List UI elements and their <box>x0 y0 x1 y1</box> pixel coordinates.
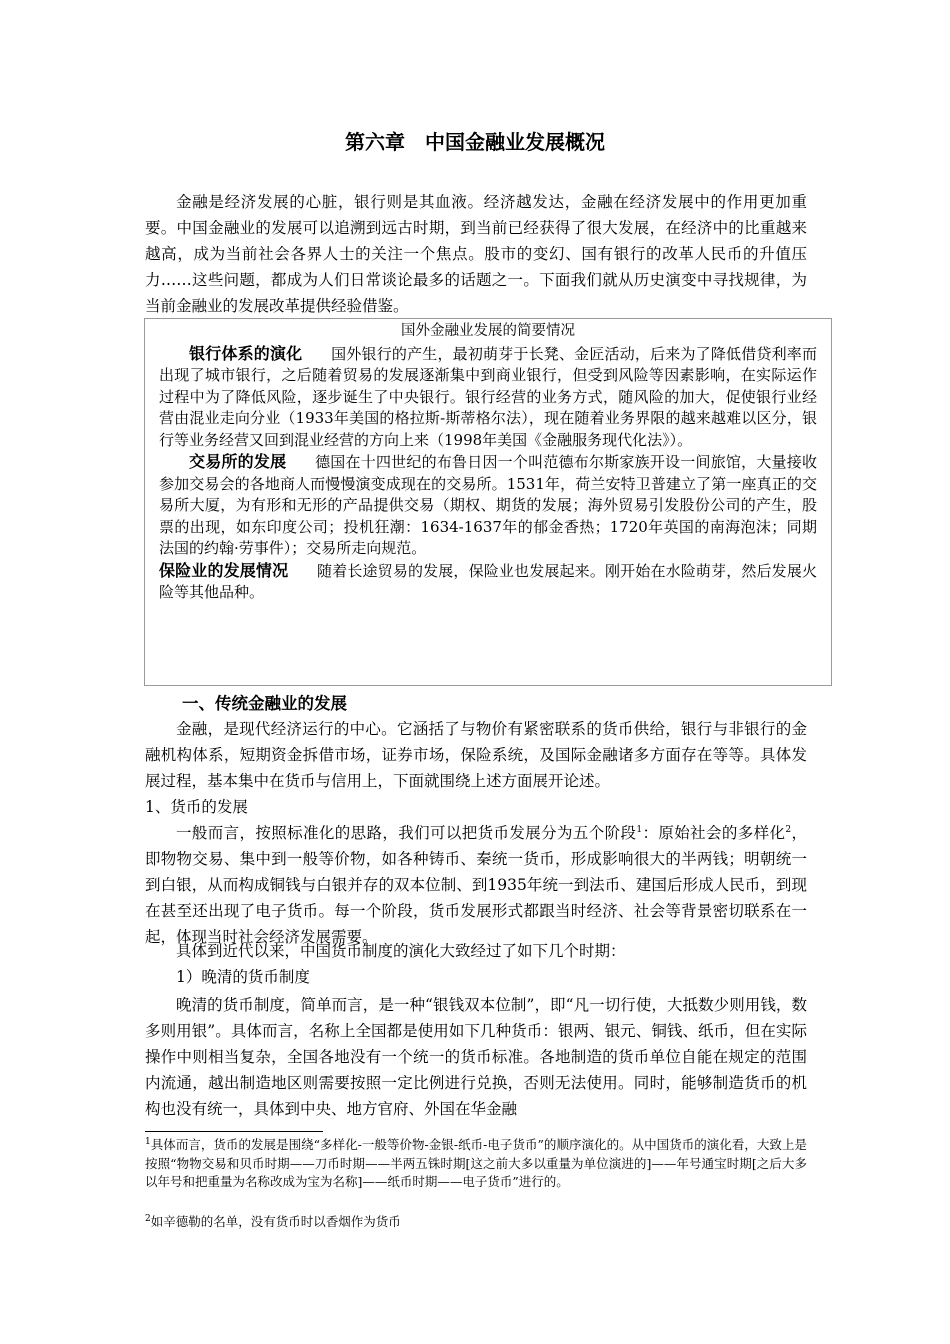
stages-text-1: 一般而言，按照标准化的思路，我们可以把货币发展分为五个阶段 <box>176 824 637 842</box>
box-heading-insurance: 保险业的发展情况 <box>159 560 289 580</box>
box-item-exchange <box>159 451 817 560</box>
footnote-1 <box>145 1136 807 1192</box>
footnote-ref-1: 1 <box>636 824 643 835</box>
footnote-separator <box>145 1131 323 1132</box>
stages-text-3: ，即物物交易、集中到一般等价物，如各种铸币、秦统一货币，形成影响很大的半两钱；明朝统一到白银，从而构成铜钱与白银并存的双本位制、到1935年统一到法币、建国后形成人民币，到现在甚至还出现了电子货币。每一个阶段，货币发展形式都跟当时经济、社会等背景密切联系在一起，体现当时社会经济发展需要。 <box>145 824 807 946</box>
footnote-mark-1: 1 <box>145 1136 151 1147</box>
modern-periods-paragraph: 具体到近代以来，中国货币制度的演化大致经过了如下几个时期： <box>176 942 626 960</box>
subsection-heading: 1、货币的发展 <box>145 798 248 816</box>
footnote-2 <box>145 1213 807 1232</box>
overseas-finance-box <box>144 318 832 686</box>
box-text-banking: 国外银行的产生，最初萌芽于长凳、金匠活动，后来为了降低借贷利率而出现了城市银行，之后随着贸易的发展逐渐集中到商业银行，但受到风险等因素影响，在实际运作过程中为了降低风险，逐步诞生了中央银行。银行经营的业务方式，随风险的加大，促使银行业经营由混业走向分业（1933年美国的格拉斯-斯蒂格尔法），现在随着业务界限的越来越难以区分，银行等业务经营又回到混业经营的方向上来（1998年美国《金融服务现代化法》）。 <box>159 344 817 449</box>
late-qing-paragraph: 晚清的货币制度，简单而言，是一种“银钱双本位制”，即“凡一切行使，大抵数少则用钱，数多则用银”。具体而言，名称上全国都是使用如下几种货币：银两、银元、铜钱、纸币，但在实际操作中则相当复杂，全国各地没有一个统一的货币标准。各地制造的货币单位自能在规定的范围内流通，越出制造地区则需要按照一定比例进行兑换，否则无法使用。同时，能够制造货币的机构也没有统一，具体到中央、地方官府、外国在华金融 <box>145 996 807 1118</box>
footnote-text-1: 具体而言，货币的发展是围绕“多样化-一般等价物-金银-纸币-电子货币”的顺序演化的。从中国货币的演化看，大致上是按照“物物交易和贝币时期——刀币时期——半两五铢时期[这之前大多以重量为单位演进的]——年号通宝时期[之后大多以年号和把重量为名称改成为宝为名称]——纸币时期——电子货币”进行的。 <box>145 1137 807 1189</box>
footnote-mark-2: 2 <box>145 1213 151 1224</box>
intro-paragraph: 金融是经济发展的心脏，银行则是其血液。经济越发达，金融在经济发展中的作用更加重要。中国金融业的发展可以追溯到远古时期，到当前已经获得了很大发展，在经济中的比重越来越高，成为当前社会各界人士的关注一个焦点。股市的变幻、国有银行的改革人民币的升值压力……这些问题，都成为人们日常谈论最多的话题之一。下面我们就从历史演变中寻找规律，为当前金融业的发展改革提供经验借鉴。 <box>145 193 807 315</box>
box-title: 国外金融业发展的简要情况 <box>401 323 575 339</box>
box-text-insurance: 随着长途贸易的发展，保险业也发展起来。刚开始在水险萌芽，然后发展火险等其他品种。 <box>159 561 817 601</box>
section-heading: 一、传统金融业的发展 <box>182 694 347 713</box>
footnote-text-2: 如辛德勒的名单，没有货币时以香烟作为货币 <box>150 1214 401 1229</box>
box-text-exchange: 德国在十四世纪的布鲁日因一个叫范德布尔斯家族开设一间旅馆，大量接收参加交易会的各地商人而慢慢演变成现在的交易所。1531年，荷兰安特卫普建立了第一座真正的交易所大厦，为有形和无形的产品提供交易（期权、期货的发展；海外贸易引发股份公司的产生，股票的出现，如东印度公司；投机狂潮：1634-1637年的郁金香热；1720年英国的南海泡沫；同期法国的约翰·劳事件）；交易所走向规范。 <box>159 453 817 557</box>
footnote-ref-2: 2 <box>785 824 792 835</box>
page-title: 第六章 中国金融业发展概况 <box>345 130 605 154</box>
finance-paragraph: 金融，是现代经济运行的中心。它涵括了与物价有紧密联系的货币供给，银行与非银行的金融机构体系，短期资金拆借市场，证券市场，保险系统，及国际金融诸多方面存在等等。具体发展过程，基本集中在货币与信用上，下面就围绕上述方面展开论述。 <box>145 720 807 790</box>
late-qing-heading: 1）晚清的货币制度 <box>176 968 310 986</box>
box-item-insurance <box>159 560 817 604</box>
box-heading-exchange: 交易所的发展 <box>189 452 287 471</box>
stages-text-2: ：原始社会的多样化 <box>642 824 786 842</box>
box-item-banking <box>159 343 817 452</box>
currency-stages-paragraph <box>145 820 807 950</box>
box-heading-banking: 银行体系的演化 <box>189 343 303 363</box>
